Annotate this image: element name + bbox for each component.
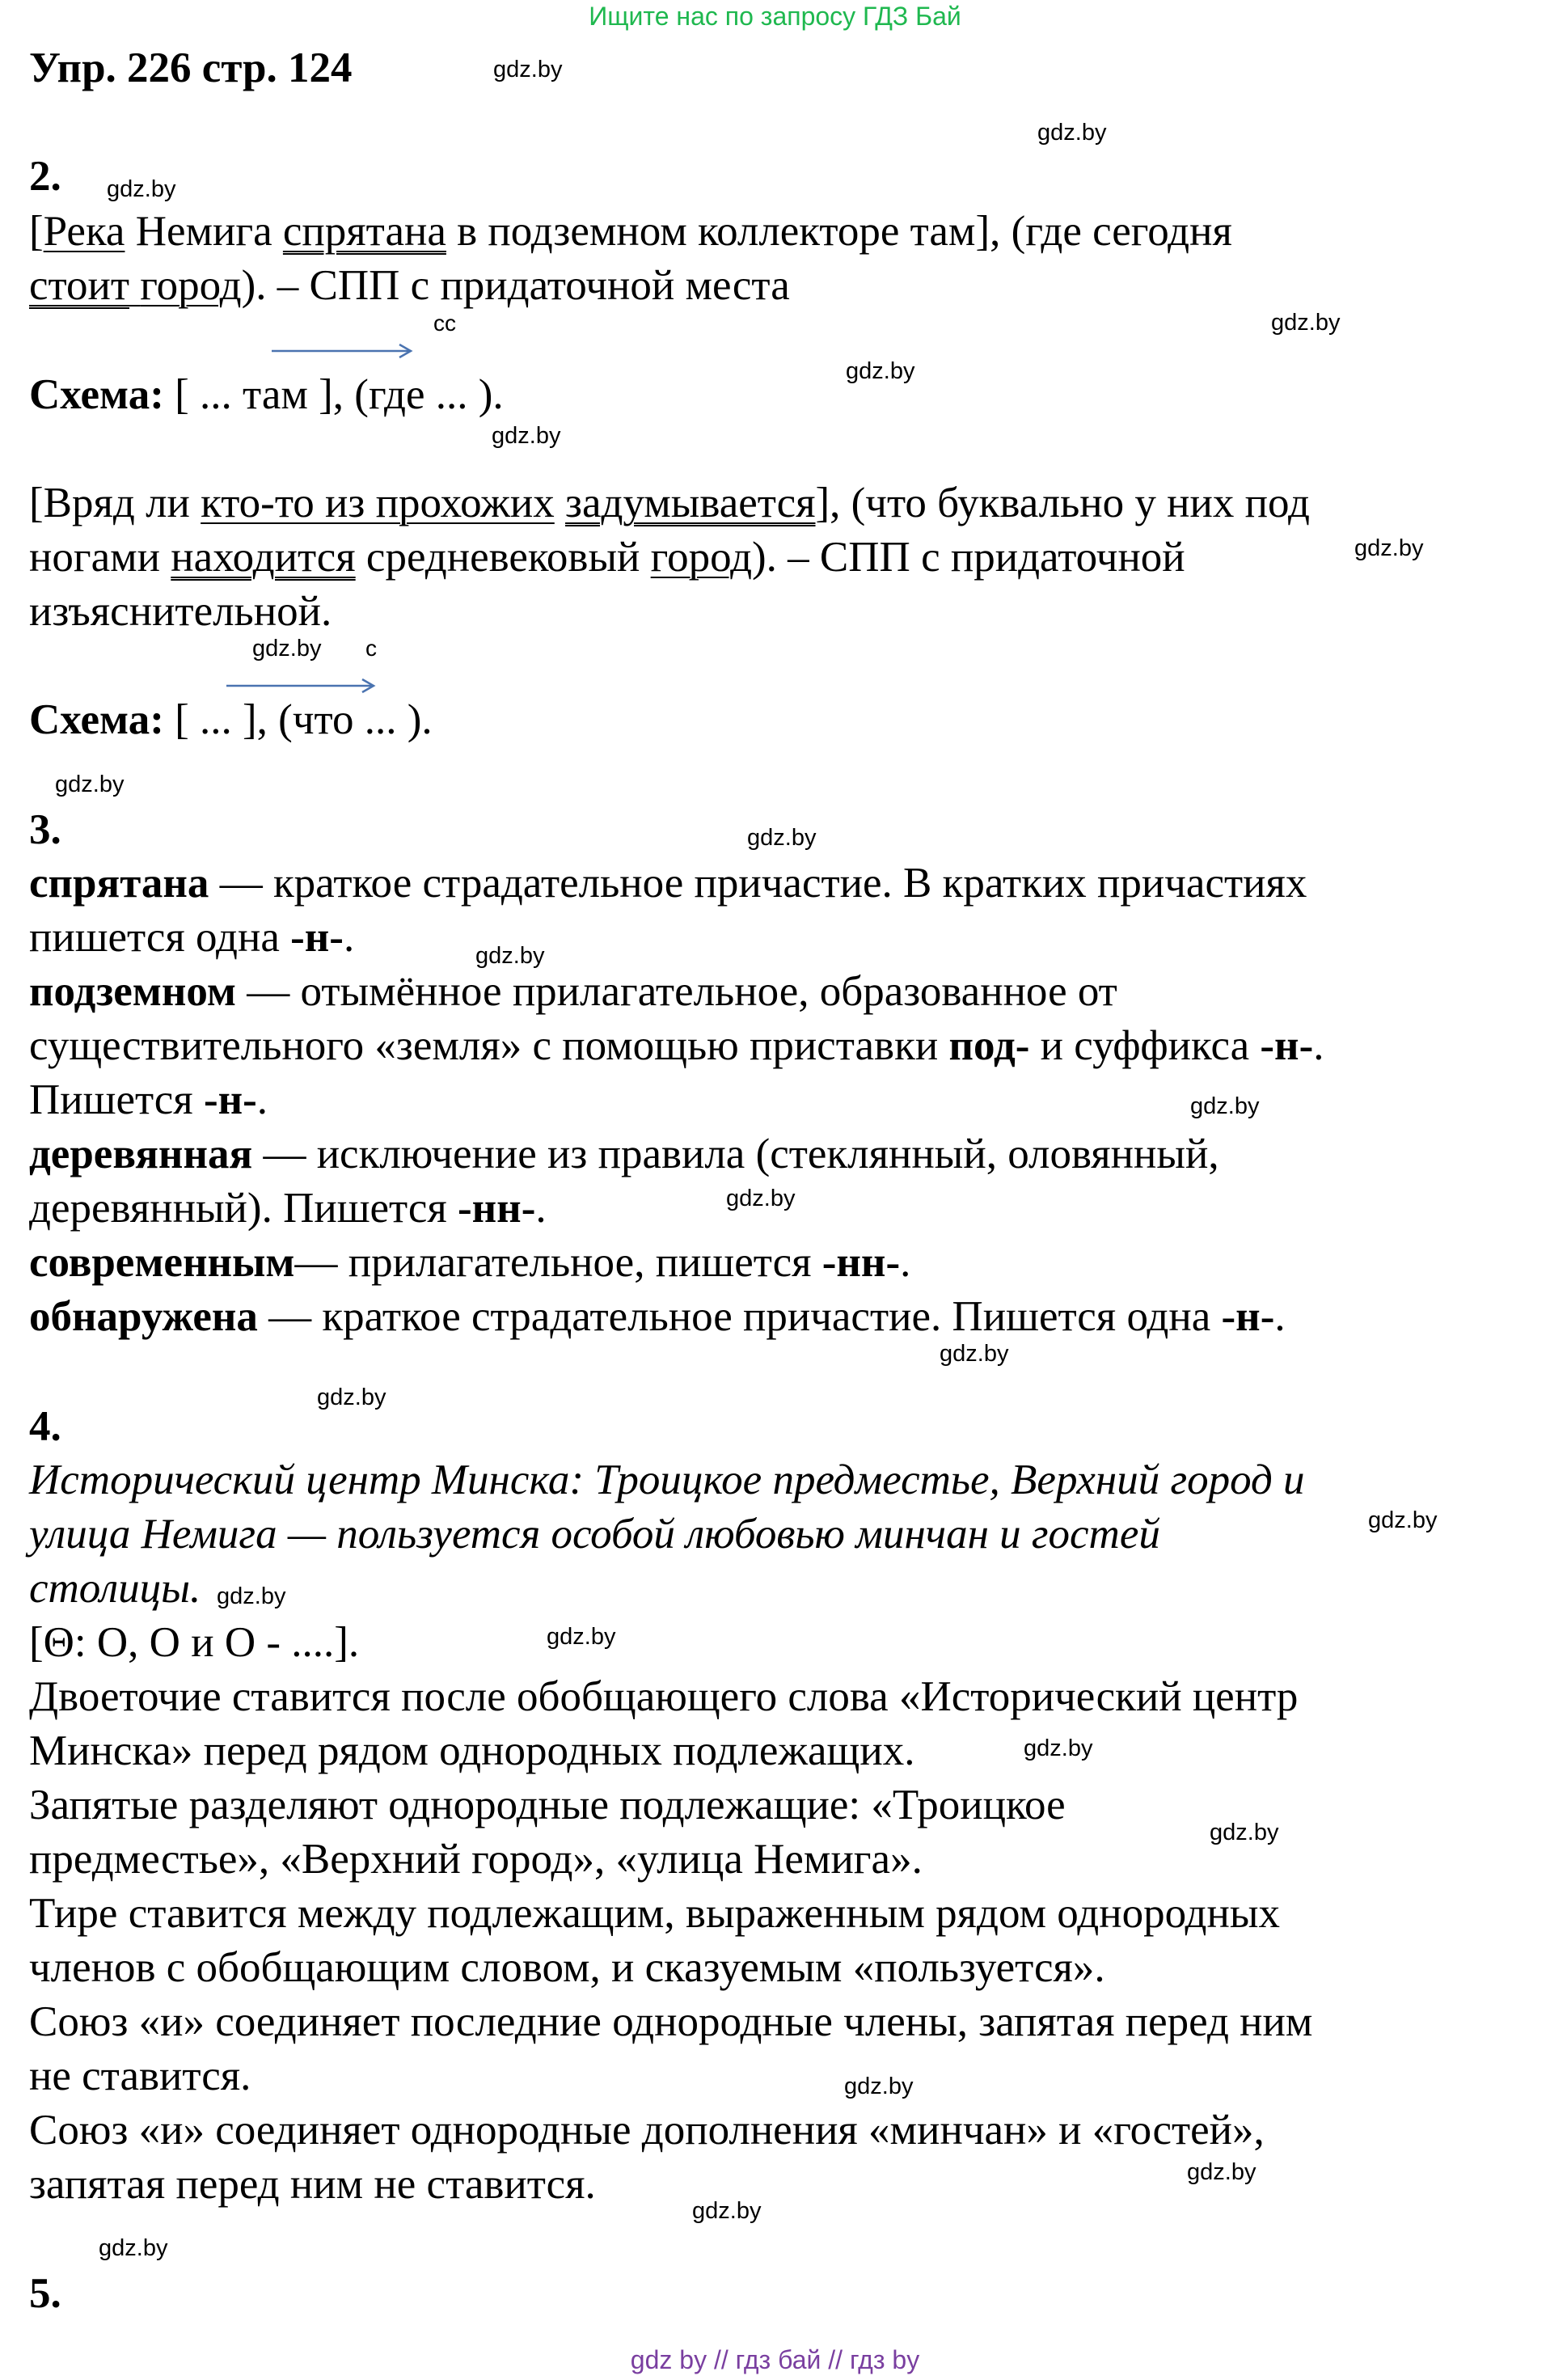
text: .	[256, 1076, 268, 1123]
bold-morpheme: -н-	[1221, 1293, 1275, 1340]
section-4-number: 4.	[29, 1403, 61, 1450]
watermark: gdz.by	[726, 1186, 796, 1211]
watermark: gdz.by	[1037, 120, 1107, 146]
clause-mark: с	[365, 636, 377, 661]
text: — прилагательное, пишется	[294, 1239, 822, 1286]
bold-morpheme: -нн-	[458, 1185, 536, 1232]
text: и суффикса	[1029, 1022, 1261, 1069]
watermark: gdz.by	[107, 176, 176, 202]
bold-word: деревянная	[29, 1131, 253, 1177]
schema-label: Схема:	[29, 696, 164, 743]
section-3-number: 3.	[29, 806, 61, 853]
spelling-line	[29, 1293, 1286, 1340]
text: — краткое страдательное причастие. Пишется одна	[257, 1293, 1222, 1340]
italic-sentence-line: столицы.	[29, 1565, 201, 1612]
sentence-2-line-1	[29, 482, 1310, 525]
clause-mark: сс	[433, 311, 456, 336]
bold-morpheme: -н-	[290, 914, 344, 961]
bold-word: подземном	[29, 968, 237, 1015]
predicate-underline: спрятана	[282, 208, 446, 255]
italic-sentence-line: улица Немига — пользуется особой любовью минчан и гостей	[29, 1511, 1160, 1558]
explanation-line: запятая перед ним не ставится.	[29, 2161, 596, 2208]
explanation-line: членов с обобщающим словом, и сказуемым «пользуется».	[29, 1944, 1105, 1991]
explanation-line: Союз «и» соединяет последние однородные члены, запятая перед ним	[29, 1998, 1313, 2045]
top-banner[interactable]: Ищите нас по запросу ГДЗ Бай	[589, 2, 961, 31]
spelling-line	[29, 1076, 268, 1123]
arrow-icon	[226, 678, 380, 697]
watermark: gdz.by	[1210, 1820, 1279, 1845]
subject-underline: город	[140, 262, 242, 309]
watermark: gdz.by	[1354, 535, 1424, 561]
watermark: gdz.by	[55, 771, 125, 797]
text: деревянный). Пишется	[29, 1185, 458, 1232]
spelling-line	[29, 1241, 910, 1284]
sentence-1-line-1	[29, 210, 1232, 253]
bold-word: современным	[29, 1239, 295, 1286]
text: ногами	[29, 534, 171, 581]
watermark: gdz.by	[1187, 2159, 1256, 2185]
watermark: gdz.by	[846, 358, 915, 384]
explanation-line: Двоеточие ставится после обобщающего слова «Исторический центр	[29, 1673, 1299, 1720]
spelling-line	[29, 916, 354, 959]
subject-underline: Река	[43, 208, 125, 255]
text: Пишется	[29, 1076, 204, 1123]
spelling-line	[29, 1133, 1219, 1176]
explanation-line: предместье», «Верхний город», «улица Немига».	[29, 1836, 923, 1883]
explanation-line: Минска» перед рядом однородных подлежащих.	[29, 1727, 915, 1774]
sentence-1-line-2	[29, 264, 790, 307]
watermark: gdz.by	[1271, 310, 1341, 336]
watermark: gdz.by	[317, 1384, 386, 1410]
bold-morpheme: -нн-	[821, 1239, 901, 1286]
sentence-2-line-3: изъяснительной.	[29, 588, 332, 635]
spelling-line	[29, 1187, 547, 1230]
schema-text: [ ... ], (что ... ).	[163, 696, 433, 743]
predicate-underline: находится	[171, 534, 356, 581]
bold-word: спрятана	[29, 860, 209, 907]
watermark: gdz.by	[492, 423, 561, 449]
text	[555, 480, 565, 526]
schema-label: Схема:	[29, 371, 164, 418]
spelling-line	[29, 1022, 1324, 1069]
watermark: gdz.by	[547, 1624, 616, 1650]
watermark: gdz.by	[1190, 1093, 1260, 1119]
bracket: [	[29, 208, 44, 255]
schema-1	[29, 371, 504, 418]
arrow-icon	[272, 343, 417, 362]
text: .	[535, 1185, 547, 1232]
text: — отымённое прилагательное, образованное от	[236, 968, 1117, 1015]
explanation-line: Союз «и» соединяет однородные дополнения «минчан» и «гостей»,	[29, 2107, 1265, 2154]
text: Немига	[125, 208, 283, 255]
text: в подземном коллекторе там], (где сегодня	[446, 208, 1232, 255]
subject-underline: город	[650, 534, 753, 581]
explanation-line: Запятые разделяют однородные подлежащие: «Троицкое	[29, 1782, 1066, 1828]
text: — краткое страдательное причастие. В кратких причастиях	[209, 860, 1307, 907]
section-2-number: 2.	[29, 153, 61, 200]
spelling-line	[29, 970, 1117, 1013]
watermark: gdz.by	[747, 825, 817, 851]
watermark: gdz.by	[940, 1341, 1009, 1367]
section-5-number: 5.	[29, 2270, 61, 2317]
text: .	[1274, 1293, 1286, 1340]
bold-morpheme: под-	[948, 1022, 1030, 1069]
text: ). – СПП с придаточной места	[241, 262, 790, 309]
text: пишется одна	[29, 914, 291, 961]
explanation-line: не ставится.	[29, 2052, 251, 2099]
schema-text: [ ... там ], (где ... ).	[163, 371, 504, 418]
watermark: gdz.by	[1024, 1735, 1093, 1761]
text: существительного «земля» с помощью приставки	[29, 1022, 949, 1069]
punctuation-scheme: [Θ: О, О и О - ....].	[29, 1619, 360, 1666]
text: .	[1313, 1022, 1324, 1069]
text: ). – СПП с придаточной	[752, 534, 1185, 581]
predicate-underline: задумывается	[565, 480, 816, 526]
watermark: gdz.by	[692, 2198, 762, 2224]
bold-word: обнаружена	[29, 1293, 258, 1340]
watermark: gdz.by	[475, 943, 545, 969]
text: [Вряд ли	[29, 480, 201, 526]
bold-morpheme: -н-	[1260, 1022, 1314, 1069]
watermark: gdz.by	[252, 636, 322, 662]
exercise-title: Упр. 226 стр. 124	[29, 44, 353, 91]
subject-underline: кто-то из прохожих	[201, 480, 555, 526]
spelling-line	[29, 862, 1307, 905]
italic-sentence-line: Исторический центр Минска: Троицкое предместье, Верхний город и	[29, 1456, 1305, 1503]
bold-morpheme: -н-	[203, 1076, 257, 1123]
schema-2	[29, 696, 433, 743]
sentence-2-line-2	[29, 536, 1185, 579]
text: средневековый	[355, 534, 651, 581]
space-underline	[129, 262, 140, 309]
watermark: gdz.by	[493, 57, 563, 82]
footer-links[interactable]: gdz by // гдз бай // гдз by	[630, 2345, 920, 2374]
watermark: gdz.by	[217, 1583, 286, 1609]
watermark: gdz.by	[99, 2235, 168, 2261]
watermark: gdz.by	[844, 2074, 914, 2099]
text: .	[343, 914, 355, 961]
watermark: gdz.by	[1368, 1507, 1438, 1533]
explanation-line: Тире ставится между подлежащим, выраженным рядом однородных	[29, 1890, 1280, 1937]
text: — исключение из правила (стеклянный, оловянный,	[252, 1131, 1219, 1177]
text: ], (что буквально у них под	[815, 480, 1310, 526]
predicate-underline: стоит	[29, 262, 130, 309]
text: .	[900, 1239, 911, 1286]
